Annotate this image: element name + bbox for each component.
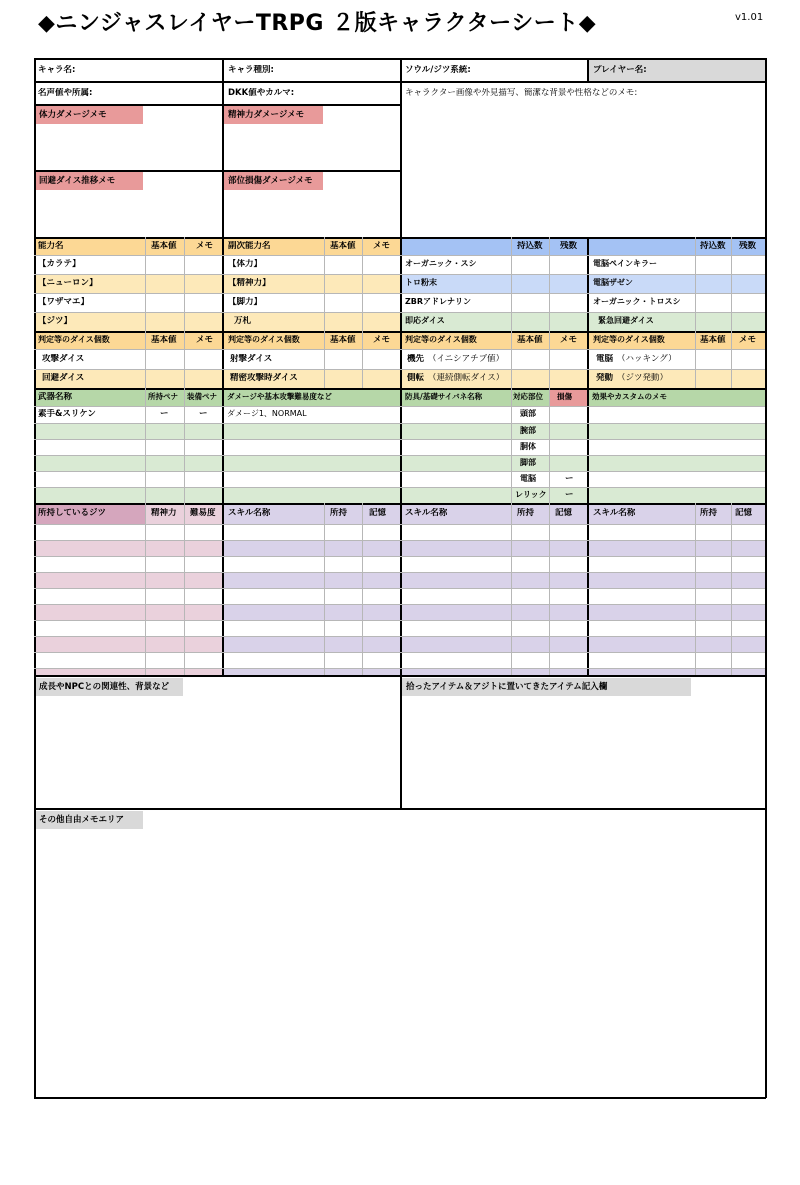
dice-base-header-3: 基本値 bbox=[700, 335, 726, 345]
skills-header-bg bbox=[224, 504, 765, 524]
grid-line bbox=[400, 237, 402, 808]
grid-line bbox=[34, 620, 765, 621]
dice-base-header-1: 基本値 bbox=[330, 335, 356, 345]
armor-damage-header: 損傷 bbox=[557, 392, 572, 401]
grid-line bbox=[145, 503, 146, 675]
free-memo-textarea[interactable] bbox=[36, 830, 764, 1096]
skill-name-header-0: スキル名称 bbox=[228, 508, 271, 518]
grid-line bbox=[34, 255, 765, 256]
skill-name-header-1: スキル名称 bbox=[405, 508, 448, 518]
grid-line bbox=[34, 668, 765, 669]
grid-line bbox=[34, 1097, 766, 1099]
grid-line bbox=[34, 524, 765, 525]
grid-line bbox=[222, 58, 224, 237]
weapon-dmg-header: ダメージや基本攻撃難易度など bbox=[227, 392, 332, 401]
grid-line bbox=[549, 503, 550, 675]
sub-ability-1: 【精神力】 bbox=[228, 278, 271, 288]
dice-c4-1: 発動 bbox=[596, 373, 614, 383]
chara-type-field[interactable]: キャラ種別: bbox=[228, 65, 274, 75]
grid-line bbox=[587, 58, 589, 81]
skill-have-header-1: 所持 bbox=[517, 508, 535, 518]
jitsu-row-bg bbox=[35, 572, 223, 588]
armor-part-4: 電脳 bbox=[520, 474, 536, 483]
grid-line bbox=[34, 423, 765, 424]
skill-have-header-2: 所持 bbox=[700, 508, 718, 518]
hp-damage-memo-label: 体力ダメージメモ bbox=[35, 106, 143, 124]
dice-memo-header-3: メモ bbox=[739, 335, 757, 345]
soul-field[interactable]: ソウル/ジツ系統: bbox=[405, 65, 471, 75]
skills-row-bg bbox=[224, 604, 765, 620]
item-left-2: ZBRアドレナリン bbox=[405, 297, 472, 306]
dice-c4-note-0: （ハッキング） bbox=[617, 354, 677, 364]
dice-c4-note-1: （ジツ発動） bbox=[617, 373, 669, 383]
grid-line bbox=[34, 604, 765, 605]
dice-c2-1: 精密攻撃時ダイス bbox=[230, 373, 298, 383]
weapon-1-name: 素手&スリケン bbox=[38, 409, 96, 419]
weapon-1-dmg: ダメージ1、NORMAL bbox=[227, 409, 307, 418]
item-right-3: 緊急回避ダイス bbox=[598, 316, 654, 325]
armor-part-3: 脚部 bbox=[520, 458, 536, 467]
jitsu-diff-header: 難易度 bbox=[190, 508, 216, 518]
dice-row-bg bbox=[589, 369, 765, 388]
skill-note-header-0: 記憶 bbox=[369, 508, 387, 518]
grid-line bbox=[34, 274, 765, 275]
sub-abilities-header: 副次能力名 bbox=[228, 241, 271, 251]
dodge-dice-memo-label: 回避ダイス推移メモ bbox=[35, 172, 143, 190]
abilities-name-header: 能力名 bbox=[38, 241, 64, 251]
skill-name-header-2: スキル名称 bbox=[593, 508, 636, 518]
part-damage-memo-label: 部位損傷ダメージメモ bbox=[224, 172, 323, 190]
version-label: v1.01 bbox=[735, 12, 764, 23]
ability-2: 【ワザマエ】 bbox=[38, 297, 90, 307]
dice-header-1: 判定等のダイス個数 bbox=[228, 335, 300, 344]
ability-0: 【カラテ】 bbox=[38, 259, 81, 269]
character-memo-field[interactable]: キャラクター画像や外見描写、簡潔な背景や性格などのメモ: bbox=[405, 88, 638, 98]
items2-have-header: 持込数 bbox=[700, 241, 726, 251]
grid-line bbox=[34, 349, 765, 350]
sub-memo-header: メモ bbox=[373, 241, 391, 251]
grid-line bbox=[34, 293, 765, 294]
dice-c3-1: 側転 bbox=[407, 373, 425, 383]
dice-c3-0: 機先 bbox=[407, 354, 425, 364]
grid-line bbox=[34, 439, 765, 440]
fame-field[interactable]: 名声値や所属: bbox=[38, 88, 93, 98]
sub-ability-3: 万札 bbox=[234, 316, 252, 326]
jitsu-sp-header: 精神力 bbox=[151, 508, 177, 518]
free-memo-label: その他自由メモエリア bbox=[35, 811, 143, 829]
grid-line bbox=[34, 406, 765, 407]
items-have-header: 持込数 bbox=[517, 241, 543, 251]
jitsu-header: 所持しているジツ bbox=[38, 508, 107, 518]
grid-line bbox=[511, 503, 512, 675]
abilities-base-header: 基本値 bbox=[151, 241, 177, 251]
dice-c4-0: 電脳 bbox=[596, 354, 614, 364]
item-right-1: 電脳ザゼン bbox=[593, 278, 633, 287]
sub-base-header: 基本値 bbox=[330, 241, 356, 251]
weapon-1-pena: ー bbox=[160, 409, 169, 419]
abilities-memo-header: メモ bbox=[196, 241, 214, 251]
dice-c1-1: 回避ダイス bbox=[42, 373, 85, 383]
weapon-pena-header: 所持ペナ bbox=[148, 392, 178, 401]
dice-header-0: 判定等のダイス個数 bbox=[38, 335, 110, 344]
page-title: ◆ニンジャスレイヤーTRPG ２版キャラクターシート◆ bbox=[38, 11, 597, 36]
grid-line bbox=[731, 503, 732, 675]
grid-line bbox=[184, 503, 185, 675]
item-log-textarea[interactable] bbox=[402, 697, 764, 807]
item-left-3: 即応ダイス bbox=[405, 316, 445, 325]
grid-line bbox=[34, 808, 766, 810]
armor-part-1: 腕部 bbox=[520, 426, 536, 435]
ability-1: 【ニューロン】 bbox=[38, 278, 98, 288]
armor-part-5: レリック bbox=[515, 490, 547, 499]
grid-line bbox=[34, 556, 765, 557]
skills-row-bg bbox=[224, 636, 765, 652]
grid-line bbox=[34, 455, 765, 456]
dice-header-3: 判定等のダイス個数 bbox=[593, 335, 665, 344]
jitsu-row-bg bbox=[35, 668, 223, 675]
skill-note-header-1: 記憶 bbox=[555, 508, 573, 518]
skills-row-bg bbox=[224, 540, 765, 556]
skill-have-header-0: 所持 bbox=[330, 508, 348, 518]
jitsu-row-bg bbox=[35, 540, 223, 556]
armor-header: 防具/基礎サイバネ名称 bbox=[405, 392, 483, 401]
skill-note-header-2: 記憶 bbox=[735, 508, 753, 518]
grid-line bbox=[34, 170, 401, 172]
grid-line bbox=[765, 58, 767, 1098]
grid-line bbox=[34, 540, 765, 541]
dice-c3-note-1: （連続側転ダイス） bbox=[428, 373, 505, 383]
grid-line bbox=[362, 503, 363, 675]
dice-c3-note-0: （イニシアチブ値） bbox=[428, 354, 505, 364]
armor-part-dash-4: ー bbox=[565, 474, 574, 484]
grid-line bbox=[34, 312, 765, 313]
item-log-label: 拾ったアイテム＆アジトに置いてきたアイテム記入欄 bbox=[402, 678, 691, 696]
armor-effect-header: 効果やカスタムのメモ bbox=[592, 392, 667, 401]
armor-part-0: 頭部 bbox=[520, 409, 536, 418]
grid-line bbox=[400, 58, 402, 237]
growth-label: 成長やNPCとの関連性、背景など bbox=[35, 678, 183, 696]
armor-part-dash-5: ー bbox=[565, 490, 574, 500]
sub-ability-0: 【体力】 bbox=[228, 259, 263, 269]
weapon-1-eq: ー bbox=[199, 409, 208, 419]
grid-line bbox=[34, 104, 401, 106]
dice-c2-0: 射撃ダイス bbox=[230, 354, 273, 364]
item-left-1: トロ粉末 bbox=[405, 278, 437, 287]
armor-part-header: 対応部位 bbox=[513, 392, 543, 401]
items-left-header: 残数 bbox=[560, 241, 578, 251]
grid-line bbox=[587, 237, 589, 675]
ability-3: 【ジツ】 bbox=[38, 316, 73, 326]
grid-line bbox=[34, 487, 765, 488]
dkk-field[interactable]: DKK値やカルマ: bbox=[228, 88, 295, 98]
armor-part-2: 胴体 bbox=[520, 442, 536, 451]
dice-header-2: 判定等のダイス個数 bbox=[405, 335, 477, 344]
grid-line bbox=[34, 369, 765, 370]
weapon-name-header: 武器名称 bbox=[38, 392, 73, 402]
dice-base-header-0: 基本値 bbox=[151, 335, 177, 345]
weapon-eq-header: 装備ペナ bbox=[187, 392, 217, 401]
jitsu-row-bg bbox=[35, 636, 223, 652]
jitsu-row-bg bbox=[35, 604, 223, 620]
grid-line bbox=[324, 503, 325, 675]
grid-line bbox=[34, 471, 765, 472]
growth-textarea[interactable] bbox=[36, 697, 400, 807]
skills-row-bg bbox=[224, 668, 765, 675]
item-right-2: オーガニック・トロスシ bbox=[593, 297, 681, 306]
sp-damage-memo-label: 精神力ダメージメモ bbox=[224, 106, 323, 124]
skills-row-bg bbox=[224, 572, 765, 588]
sub-ability-2: 【脚力】 bbox=[228, 297, 263, 307]
item-right-0: 電脳ペインキラー bbox=[593, 259, 657, 268]
grid-line bbox=[34, 652, 765, 653]
grid-line bbox=[695, 503, 696, 675]
dice-c1-0: 攻撃ダイス bbox=[42, 354, 85, 364]
dice-memo-header-0: メモ bbox=[196, 335, 214, 345]
grid-line bbox=[34, 58, 36, 1098]
dice-memo-header-1: メモ bbox=[373, 335, 391, 345]
player-name-field[interactable]: プレイヤー名: bbox=[593, 65, 647, 75]
grid-line bbox=[222, 237, 224, 675]
dice-memo-header-2: メモ bbox=[560, 335, 578, 345]
item-left-0: オーガニック・スシ bbox=[405, 259, 477, 268]
grid-line bbox=[34, 572, 765, 573]
grid-line bbox=[34, 636, 765, 637]
grid-line bbox=[34, 588, 765, 589]
items2-left-header: 残数 bbox=[739, 241, 757, 251]
chara-name-field[interactable]: キャラ名: bbox=[38, 65, 76, 75]
dice-base-header-2: 基本値 bbox=[517, 335, 543, 345]
